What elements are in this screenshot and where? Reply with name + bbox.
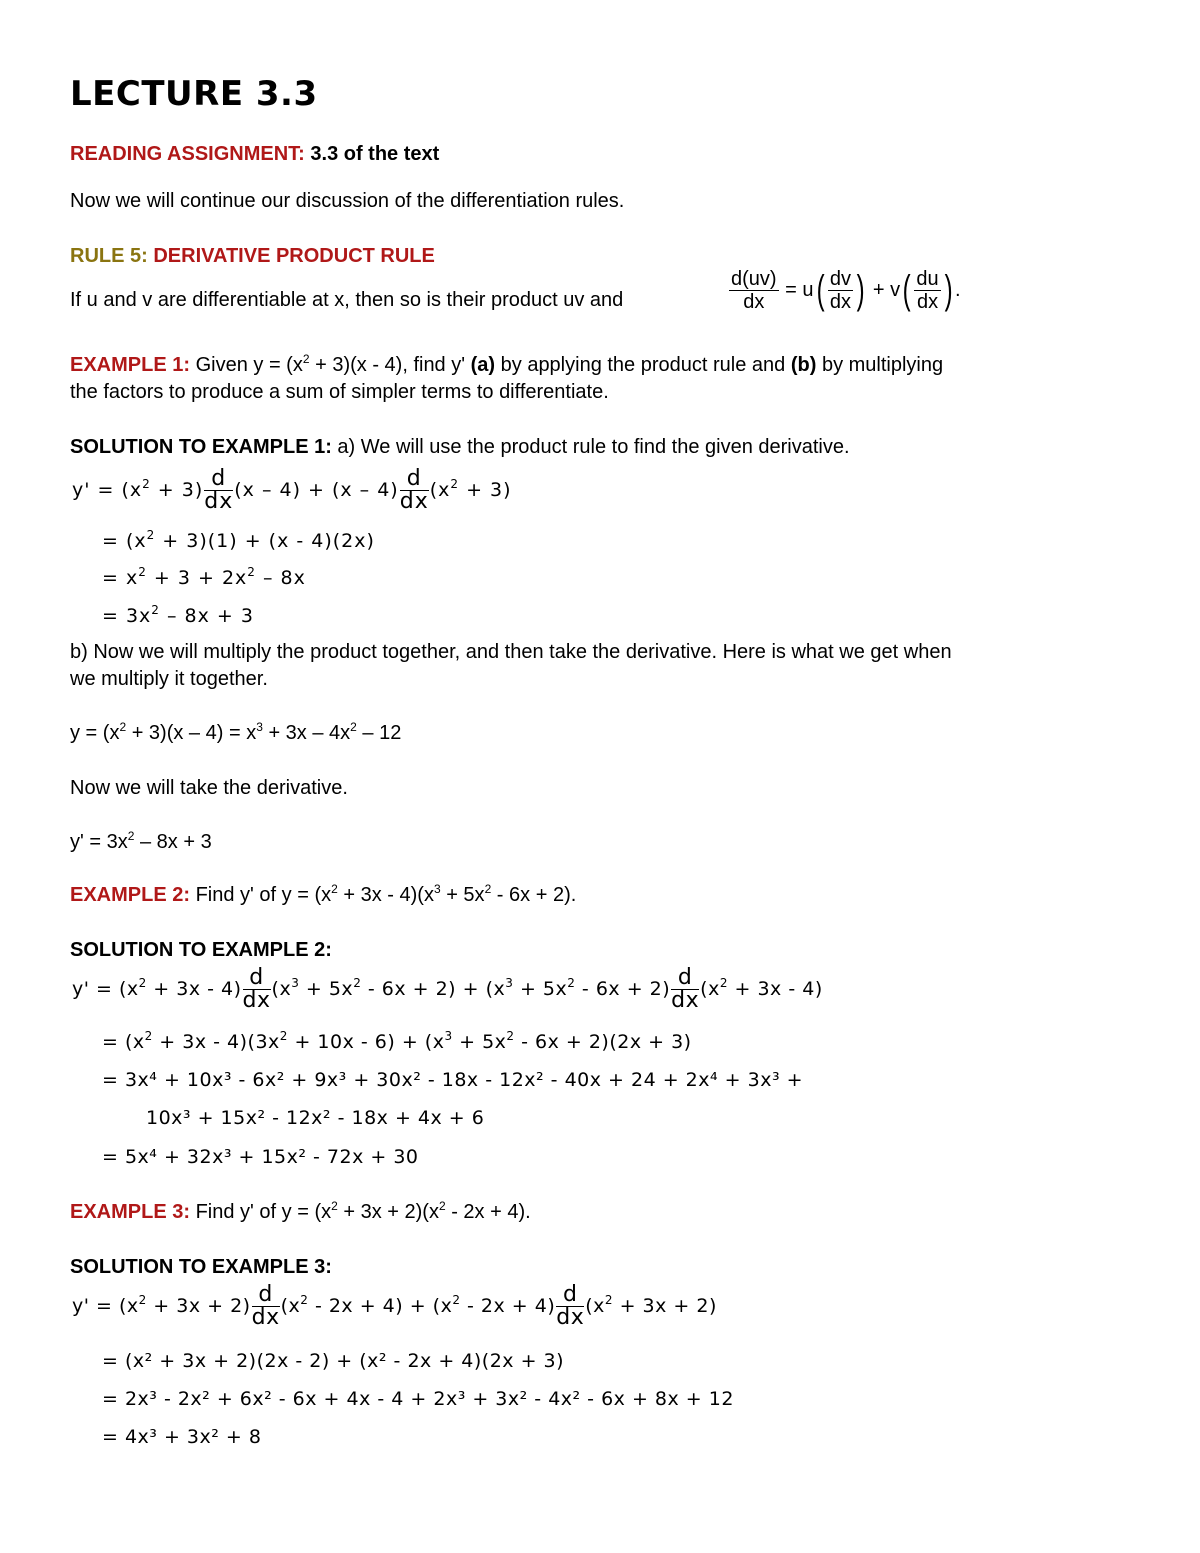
rule5-fraction-duv: $\frac{d(uv)}{dx}$ [731, 268, 777, 313]
example1-statement: EXAMPLE 1: Given $y = (x^2 + 3)(x - 4)$, find y' (a) by applying the product rule and (b) by multiplying [70, 352, 944, 376]
example3-statement: EXAMPLE 3: Find y' of $y = (x^2 + 3x + 2)(x^2 - 2x + 4)$. [70, 1199, 531, 1223]
example2-statement: EXAMPLE 2: Find y' of $y = (x^2 + 3x - 4)(x^3 + 5x^2 - 6x + 2)$. [70, 882, 577, 906]
solution3-step1: $y' = (x^2 + 3x + 2)$ $\frac{d}{dx}$ $(x^2 - 2x + 4) + (x^2 - 2x + 4)$ $\frac{d}{dx}$ $(x^2 + 3x + 2)$ [72, 1282, 717, 1330]
solution2-label: SOLUTION TO EXAMPLE 2: [70, 939, 332, 961]
reading-text: 3.3 of the text [304, 143, 440, 165]
example3-label: EXAMPLE 3: [70, 1201, 191, 1223]
example1-line2: the factors to produce a sum of simpler terms to differentiate. [70, 381, 609, 403]
rule5-formula: $\frac{d(uv)}{dx}$ = u( $\frac{dv}{dx}$ ) + v( $\frac{du}{dx}$ ) . [731, 268, 961, 313]
solution3-step4: = 4x³ + 3x² + 8 [102, 1426, 262, 1448]
rule5-text: If u and v are differentiable at x, then so is their product uv and [70, 289, 624, 311]
page-title: LECTURE 3.3 [70, 74, 318, 114]
rule5-fraction-du: $\frac{du}{dx}$ [916, 268, 939, 313]
reading-assignment [70, 143, 439, 166]
solution1-heading: SOLUTION TO EXAMPLE 1: a) We will use the product rule to find the given derivative. [70, 436, 850, 458]
solution1-expanded: $y = (x^2 + 3)(x - 4) = x^3 + 3x - 4x^2 - 12$ [70, 720, 402, 744]
solution2-step1: $y' = (x^2 + 3x - 4)$ $\frac{d}{dx}$ $(x^3 + 5x^2 - 6x + 2) + (x^3 + 5x^2 - 6x + 2)$ $\frac{d}{dx}$ $(x^2 + 3x - 4)$ [72, 965, 823, 1013]
solution3-step3: = 2x³ - 2x² + 6x² - 6x + 4x - 4 + 2x³ + 3x² - 4x² - 6x + 8x + 12 [102, 1388, 734, 1410]
solution1-step4: = $3x^2 - 8x + 3$ [102, 603, 254, 627]
solution1-step2: = $(x^2 + 3)(1) + (x - 4)(2x)$ [102, 528, 375, 552]
solution1-step3: = $x^2 + 3 + 2x^2 - 8x$ [102, 565, 306, 589]
intro-text: Now we will continue our discussion of the differentiation rules. [70, 190, 625, 212]
solution2-step4: 10x³ + 15x² - 12x² - 18x + 4x + 6 [146, 1107, 485, 1129]
rule5-plus-v: + v [872, 278, 901, 301]
reading-label: READING ASSIGNMENT: [70, 143, 305, 165]
solution1-b-line2: we multiply it together. [70, 668, 268, 690]
solution2-step5: = 5x⁴ + 32x³ + 15x² - 72x + 30 [102, 1146, 419, 1168]
rule5-name: DERIVATIVE PRODUCT RULE [147, 245, 435, 267]
solution3-step2: = (x² + 3x + 2)(2x - 2) + (x² - 2x + 4)(2x + 3) [102, 1350, 565, 1372]
solution1-take-derivative: Now we will take the derivative. [70, 777, 348, 799]
solution1-step1: $y' = (x^2 + 3)$ $\frac{d}{dx}$ (x – 4) + (x – 4) $\frac{d}{dx}$ $(x^2 + 3)$ [72, 466, 512, 514]
rule5-heading [70, 245, 435, 268]
solution1-label: SOLUTION TO EXAMPLE 1: [70, 436, 332, 458]
solution2-step3: = 3x⁴ + 10x³ - 6x² + 9x³ + 30x² - 18x - 12x² - 40x + 24 + 2x⁴ + 3x³ + [102, 1069, 804, 1091]
example2-label: EXAMPLE 2: [70, 884, 191, 906]
rule5-fraction-dv: $\frac{dv}{dx}$ [829, 268, 851, 313]
rule5-label: RULE 5: [70, 245, 148, 267]
rule5-eq-u: = u [785, 278, 814, 301]
solution1-b-line1: b) Now we will multiply the product together, and then take the derivative. Here is what we get when [70, 641, 952, 663]
example1-label: EXAMPLE 1: [70, 354, 191, 376]
solution3-label: SOLUTION TO EXAMPLE 3: [70, 1256, 332, 1278]
solution2-step2: = $(x^2 + 3x - 4)(3x^2 + 10x - 6) + (x^3 + 5x^2 - 6x + 2)(2x + 3)$ [102, 1029, 692, 1053]
solution1-result: $y' = 3x^2 - 8x + 3$ [70, 829, 212, 853]
